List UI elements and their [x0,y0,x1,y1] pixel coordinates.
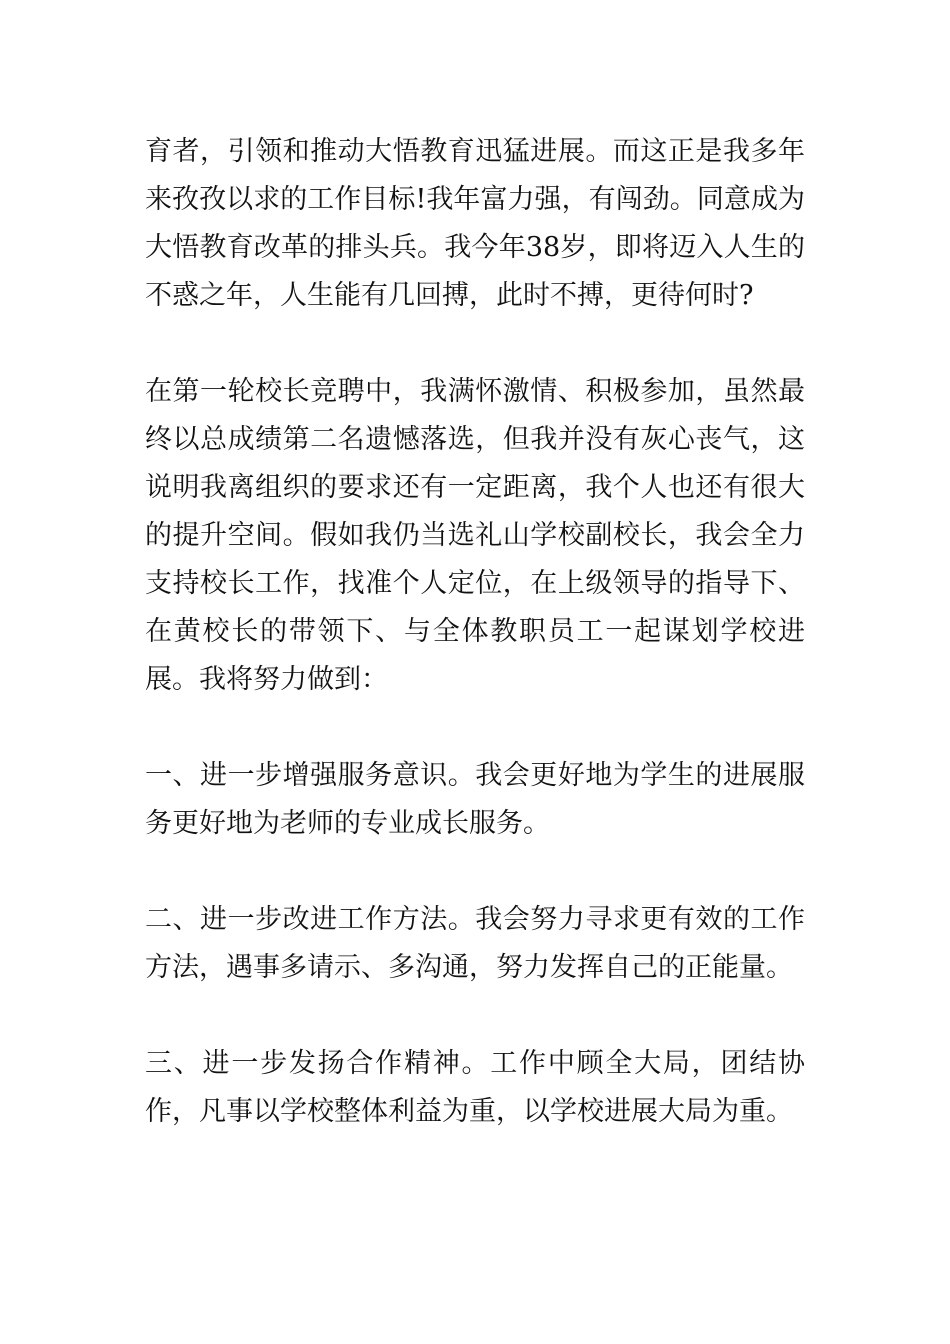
paragraph-5: 三、进一步发扬合作精神。工作中顾全大局，团结协作，凡事以学校整体利益为重，以学校进展大局为重。 [145,1048,805,1127]
paragraph-4: 二、进一步改进工作方法。我会努力寻求更有效的工作方法，遇事多请示、多沟通，努力发挥自己的正能量。 [145,904,805,983]
paragraph-3: 一、进一步增强服务意识。我会更好地为学生的进展服务更好地为老师的专业成长服务。 [145,760,805,839]
paragraph-2: 在第一轮校长竞聘中，我满怀激情、积极参加，虽然最终以总成绩第二名遗憾落选，但我并没有灰心丧气，这说明我离组织的要求还有一定距离，我个人也还有很大的提升空间。假如我仍当选礼山学校副校长，我会全力支持校长工作，找准个人定位，在上级领导的指导下、在黄校长的带领下、与全体教职员工一起谋划学校进展。我将努力做到： [145,376,805,695]
document-body [145,128,805,1184]
paragraph-1: 育者，引领和推动大悟教育迅猛进展。而这正是我多年来孜孜以求的工作目标!我年富力强，有闯劲。同意成为大悟教育改革的排头兵。我今年38岁，即将迈入人生的不惑之年，人生能有几回搏，此时不搏，更待何时? [145,136,805,311]
